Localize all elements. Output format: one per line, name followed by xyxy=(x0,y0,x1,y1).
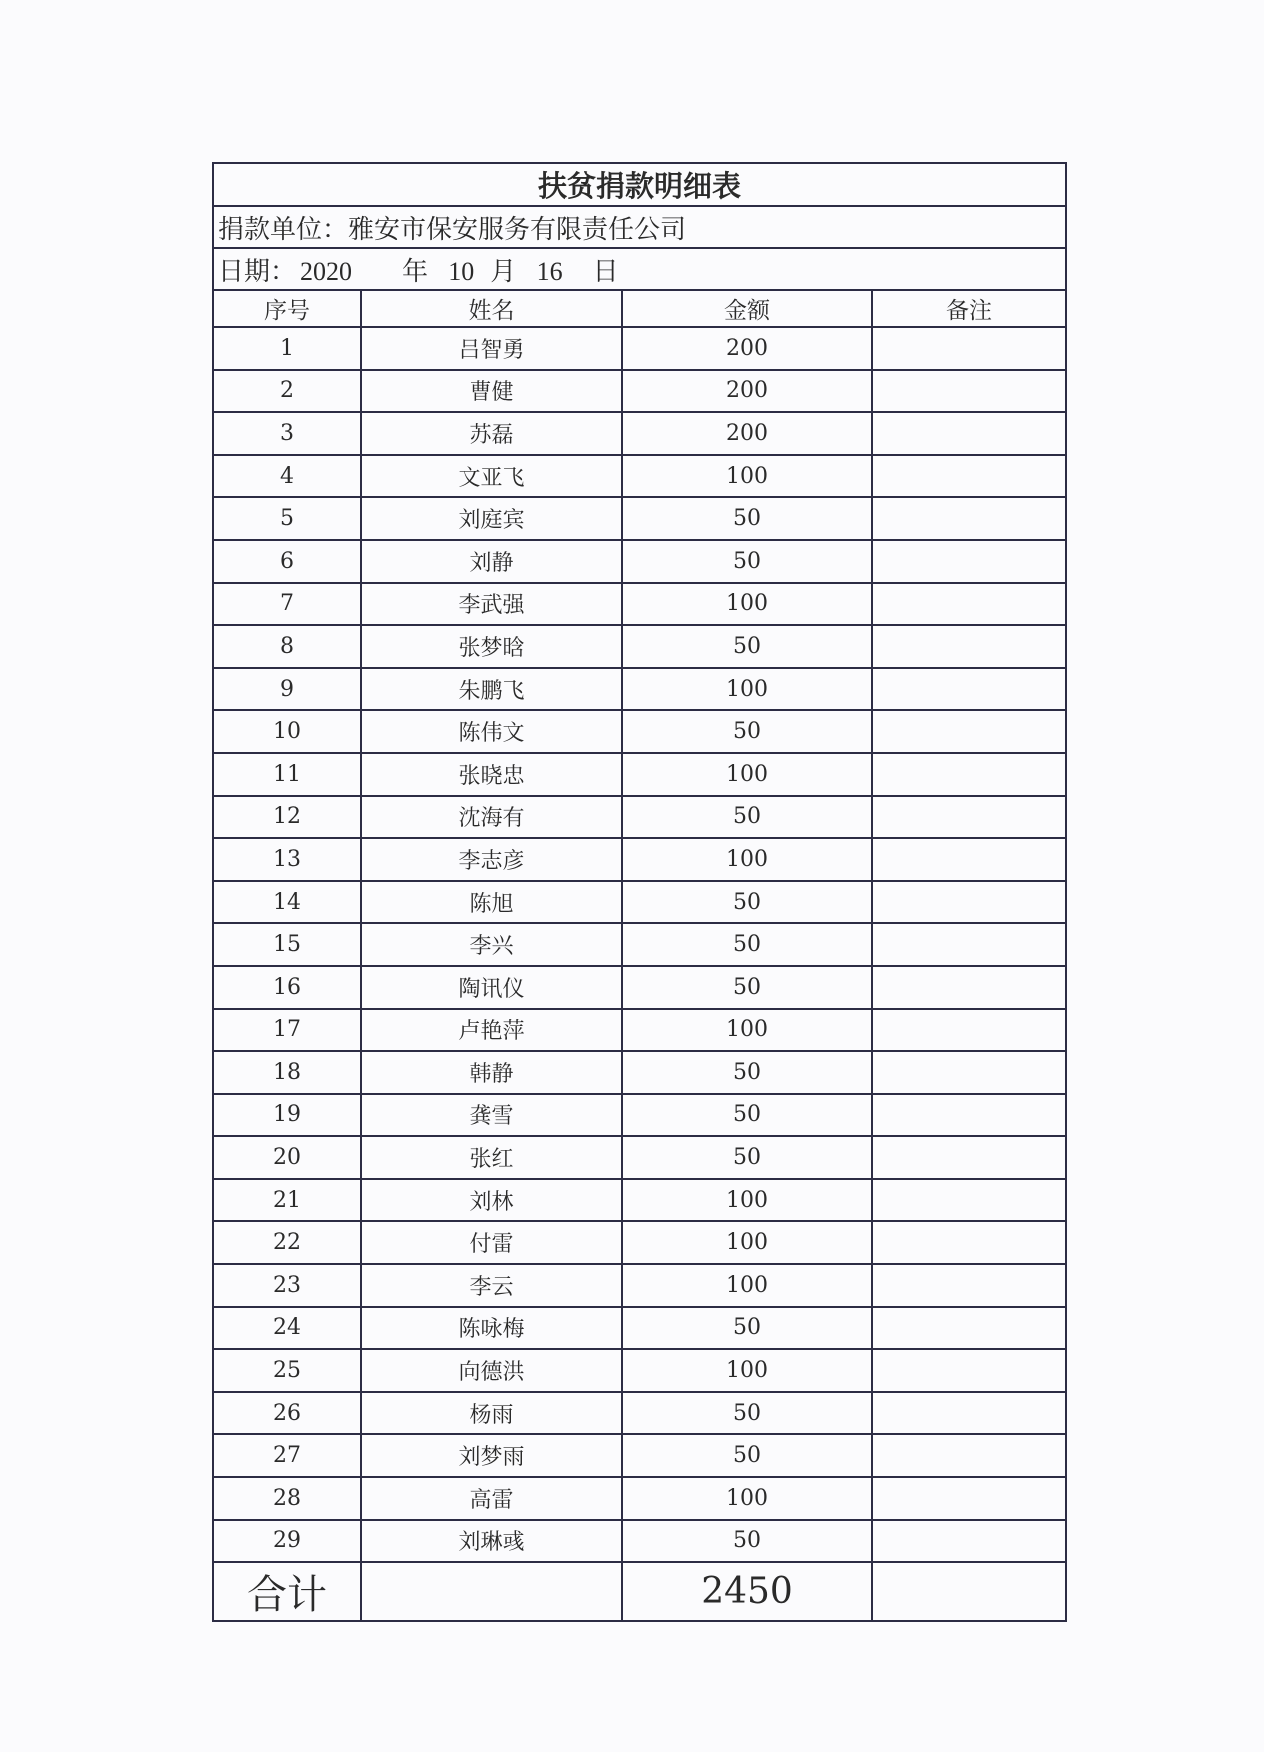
table-title: 扶贫捐款明细表 xyxy=(213,163,1066,206)
table-row xyxy=(213,881,1066,924)
note-cell xyxy=(872,455,1066,498)
donation-amount: 200 xyxy=(622,412,872,455)
note-cell xyxy=(872,1392,1066,1435)
donor-name: 高雷 xyxy=(361,1477,622,1520)
row-number: 19 xyxy=(213,1094,361,1137)
note-cell xyxy=(872,796,1066,839)
donation-amount: 200 xyxy=(622,370,872,413)
donation-amount: 50 xyxy=(622,710,872,753)
table-row xyxy=(213,497,1066,540)
donation-amount: 100 xyxy=(622,455,872,498)
note-cell xyxy=(872,497,1066,540)
donation-amount: 50 xyxy=(622,881,872,924)
row-number: 27 xyxy=(213,1434,361,1477)
donor-name: 刘琳彧 xyxy=(361,1520,622,1563)
donor-name: 韩静 xyxy=(361,1051,622,1094)
donation-amount: 50 xyxy=(622,1307,872,1350)
donation-amount: 100 xyxy=(622,1221,872,1264)
donation-amount: 100 xyxy=(622,838,872,881)
donation-amount: 100 xyxy=(622,1009,872,1052)
row-number: 6 xyxy=(213,540,361,583)
donation-amount: 50 xyxy=(622,1392,872,1435)
table-row xyxy=(213,796,1066,839)
note-cell xyxy=(872,923,1066,966)
donor-name: 文亚飞 xyxy=(361,455,622,498)
donor-name: 陶讯仪 xyxy=(361,966,622,1009)
note-cell xyxy=(872,412,1066,455)
note-cell xyxy=(872,838,1066,881)
row-number: 13 xyxy=(213,838,361,881)
note-cell xyxy=(872,1264,1066,1307)
donation-amount: 100 xyxy=(622,668,872,711)
table-row xyxy=(213,710,1066,753)
row-number: 17 xyxy=(213,1009,361,1052)
table-row xyxy=(213,412,1066,455)
donation-amount: 50 xyxy=(622,625,872,668)
table-row xyxy=(213,1349,1066,1392)
table-row xyxy=(213,455,1066,498)
row-number: 10 xyxy=(213,710,361,753)
row-number: 18 xyxy=(213,1051,361,1094)
date-day-unit: 日 xyxy=(592,256,619,287)
row-number: 22 xyxy=(213,1221,361,1264)
note-cell xyxy=(872,881,1066,924)
donation-amount: 50 xyxy=(622,923,872,966)
total-note-cell xyxy=(872,1562,1066,1621)
donor-name: 付雷 xyxy=(361,1221,622,1264)
date-day: 16 xyxy=(536,256,563,286)
table-row xyxy=(213,1307,1066,1350)
note-cell xyxy=(872,710,1066,753)
header-row xyxy=(213,290,1066,327)
row-number: 29 xyxy=(213,1520,361,1563)
donation-amount: 50 xyxy=(622,966,872,1009)
donation-table xyxy=(212,162,1067,1622)
row-number: 15 xyxy=(213,923,361,966)
table-row xyxy=(213,1434,1066,1477)
donation-amount: 50 xyxy=(622,1136,872,1179)
table-row xyxy=(213,327,1066,370)
donor-name: 张梦晗 xyxy=(361,625,622,668)
row-number: 5 xyxy=(213,497,361,540)
donation-amount: 200 xyxy=(622,327,872,370)
note-cell xyxy=(872,1477,1066,1520)
header-no: 序号 xyxy=(213,290,361,327)
date-label: 日期： xyxy=(218,256,297,287)
table-row xyxy=(213,1477,1066,1520)
note-cell xyxy=(872,1094,1066,1137)
note-cell xyxy=(872,1009,1066,1052)
date-month: 10 xyxy=(448,256,475,286)
donation-amount: 100 xyxy=(622,583,872,626)
row-number: 20 xyxy=(213,1136,361,1179)
note-cell xyxy=(872,1221,1066,1264)
row-number: 21 xyxy=(213,1179,361,1222)
donor-name: 曹健 xyxy=(361,370,622,413)
row-number: 4 xyxy=(213,455,361,498)
row-number: 12 xyxy=(213,796,361,839)
row-number: 8 xyxy=(213,625,361,668)
donor-name: 张红 xyxy=(361,1136,622,1179)
donor-name: 陈伟文 xyxy=(361,710,622,753)
donor-name: 陈咏梅 xyxy=(361,1307,622,1350)
donor-unit: 捐款单位：雅安市保安服务有限责任公司 xyxy=(213,206,1066,248)
row-number: 1 xyxy=(213,327,361,370)
table-row xyxy=(213,838,1066,881)
table-row xyxy=(213,540,1066,583)
donation-amount: 100 xyxy=(622,1179,872,1222)
donor-name: 李志彦 xyxy=(361,838,622,881)
table-row xyxy=(213,1136,1066,1179)
note-cell xyxy=(872,1179,1066,1222)
donor-name: 龚雪 xyxy=(361,1094,622,1137)
row-number: 28 xyxy=(213,1477,361,1520)
header-note: 备注 xyxy=(872,290,1066,327)
donor-name: 李云 xyxy=(361,1264,622,1307)
row-number: 2 xyxy=(213,370,361,413)
note-cell xyxy=(872,1520,1066,1563)
table-row xyxy=(213,668,1066,711)
row-number: 9 xyxy=(213,668,361,711)
table-row xyxy=(213,1392,1066,1435)
table-row xyxy=(213,1009,1066,1052)
donation-amount: 50 xyxy=(622,540,872,583)
row-number: 24 xyxy=(213,1307,361,1350)
note-cell xyxy=(872,1051,1066,1094)
note-cell xyxy=(872,540,1066,583)
row-number: 3 xyxy=(213,412,361,455)
table-row xyxy=(213,625,1066,668)
note-cell xyxy=(872,625,1066,668)
donation-amount: 100 xyxy=(622,1477,872,1520)
row-number: 16 xyxy=(213,966,361,1009)
donor-name: 刘静 xyxy=(361,540,622,583)
date-line xyxy=(213,248,1066,290)
donor-name: 李兴 xyxy=(361,923,622,966)
donor-name: 刘林 xyxy=(361,1179,622,1222)
table-row xyxy=(213,1520,1066,1563)
note-cell xyxy=(872,753,1066,796)
donation-amount: 50 xyxy=(622,1520,872,1563)
donation-amount: 50 xyxy=(622,796,872,839)
header-amount: 金额 xyxy=(622,290,872,327)
table-row xyxy=(213,583,1066,626)
total-amount: 2450 xyxy=(622,1562,872,1621)
row-number: 11 xyxy=(213,753,361,796)
table-row xyxy=(213,753,1066,796)
donation-amount: 100 xyxy=(622,1264,872,1307)
header-name: 姓名 xyxy=(361,290,622,327)
donor-name: 李武强 xyxy=(361,583,622,626)
date-year: 2020 xyxy=(300,256,353,286)
table-row xyxy=(213,370,1066,413)
note-cell xyxy=(872,1349,1066,1392)
total-row xyxy=(213,1562,1066,1621)
row-number: 25 xyxy=(213,1349,361,1392)
table-row xyxy=(213,923,1066,966)
donation-amount: 50 xyxy=(622,1094,872,1137)
note-cell xyxy=(872,327,1066,370)
note-cell xyxy=(872,1434,1066,1477)
donor-name: 向德洪 xyxy=(361,1349,622,1392)
donor-name: 刘梦雨 xyxy=(361,1434,622,1477)
table-row xyxy=(213,1051,1066,1094)
date-year-unit: 年 xyxy=(402,256,429,287)
row-number: 26 xyxy=(213,1392,361,1435)
note-cell xyxy=(872,370,1066,413)
donation-amount: 50 xyxy=(622,1051,872,1094)
table-row xyxy=(213,1221,1066,1264)
donor-name: 沈海有 xyxy=(361,796,622,839)
donation-amount: 50 xyxy=(622,1434,872,1477)
donation-amount: 100 xyxy=(622,1349,872,1392)
table-row xyxy=(213,1094,1066,1137)
note-cell xyxy=(872,668,1066,711)
donor-name: 吕智勇 xyxy=(361,327,622,370)
table-row xyxy=(213,1179,1066,1222)
donor-name: 杨雨 xyxy=(361,1392,622,1435)
note-cell xyxy=(872,583,1066,626)
donor-name: 苏磊 xyxy=(361,412,622,455)
table-row xyxy=(213,966,1066,1009)
row-number: 7 xyxy=(213,583,361,626)
total-name-cell xyxy=(361,1562,622,1621)
donor-name: 张晓忠 xyxy=(361,753,622,796)
note-cell xyxy=(872,966,1066,1009)
row-number: 23 xyxy=(213,1264,361,1307)
table-row xyxy=(213,1264,1066,1307)
total-label: 合计 xyxy=(213,1562,361,1621)
donor-name: 陈旭 xyxy=(361,881,622,924)
donor-name: 卢艳萍 xyxy=(361,1009,622,1052)
date-month-unit: 月 xyxy=(490,256,517,287)
note-cell xyxy=(872,1136,1066,1179)
donor-name: 朱鹏飞 xyxy=(361,668,622,711)
row-number: 14 xyxy=(213,881,361,924)
note-cell xyxy=(872,1307,1066,1350)
donation-amount: 100 xyxy=(622,753,872,796)
donor-name: 刘庭宾 xyxy=(361,497,622,540)
donation-amount: 50 xyxy=(622,497,872,540)
